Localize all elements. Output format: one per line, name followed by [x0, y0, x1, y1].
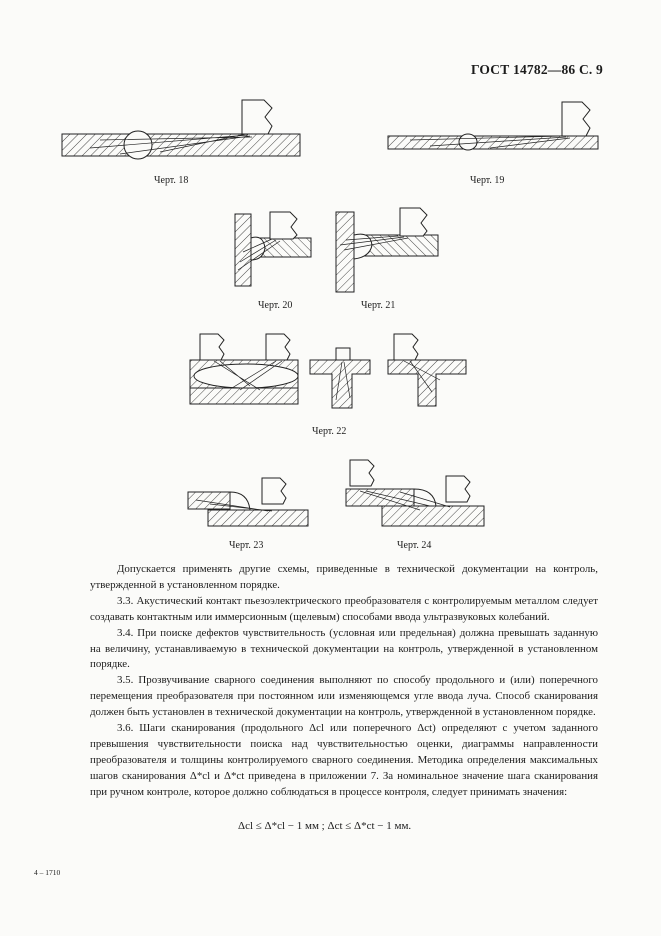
caption-fig-23: Черт. 23: [229, 540, 264, 551]
figure-23: [188, 478, 308, 526]
figure-24: [346, 460, 484, 526]
body-text: [90, 562, 598, 801]
figure-20: [235, 212, 311, 286]
paragraph-3-3: 3.3. Акустический контакт пьезоэлектрического преобразователя с контролируемым металлом следует создавать контактным или иммерсионным (щелевым) способами ввода ультразвуковых колебаний.: [90, 594, 598, 623]
figure-22: [190, 334, 466, 408]
paragraph-3-6: 3.6. Шаги сканирования (продольного Δcl или поперечного Δct) определяют с учетом заданного превышения чувствительности поиска над чувствительностью оценки, диаграммы направленности преобразователя и толщины контролируемого сварного соединения. Методика определения максимальных шагов сканирования Δ*cl и Δ*ct приведена в приложении 7. За номинальное значение шага сканирования при ручном контроле, которое должно соблюдаться в процессе контроля, следует принимать значения:: [90, 722, 598, 798]
caption-fig-22: Черт. 22: [312, 426, 347, 437]
figure-21: [336, 208, 438, 292]
formula: Δcl ≤ Δ*cl − 1 мм ; Δct ≤ Δ*ct − 1 мм.: [238, 820, 412, 832]
caption-fig-21: Черт. 21: [361, 300, 396, 311]
page-header: ГОСТ 14782—86 С. 9: [470, 62, 603, 77]
caption-fig-19: Черт. 19: [470, 175, 505, 186]
caption-fig-24: Черт. 24: [397, 540, 432, 551]
footer-code: 4 – 1710: [34, 868, 61, 877]
paragraph: Допускается применять другие схемы, приведенные в технической документации на контроль, утвержденной в установленном порядке.: [90, 563, 598, 591]
paragraph-3-4: 3.4. При поиске дефектов чувствительность (условная или предельная) должна превышать заданную на величину, устанавливаемую в технической документации на контроль, утвержденной в установленном порядке.: [90, 626, 598, 671]
caption-fig-20: Черт. 20: [258, 300, 293, 311]
caption-fig-18: Черт. 18: [154, 175, 189, 186]
figure-18: [62, 100, 300, 159]
paragraph-3-5: 3.5. Прозвучивание сварного соединения выполняют по способу продольного и (или) поперечного перемещения преобразователя при постоянном или изменяющемся угле ввода луча. Способ сканирования должен быть установлен в технической документации на контроль, утвержденной в установленном порядке.: [90, 674, 598, 719]
figure-19: [388, 102, 598, 150]
